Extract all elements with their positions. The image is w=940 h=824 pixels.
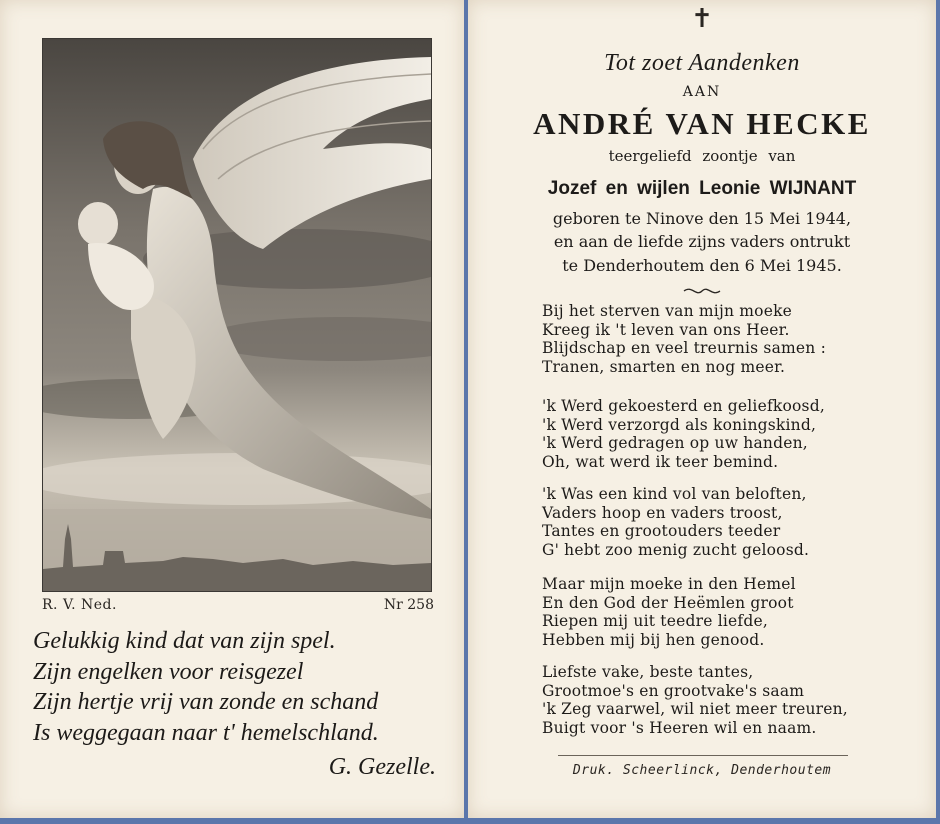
poem-line: Is weggegaan naar t' hemelschland. [33,719,379,746]
divider [558,755,848,756]
poem-line: Tranen, smarten en nog meer. [542,357,786,376]
poem-line: Liefste vake, beste tantes, [542,663,754,681]
poem-line: Riepen mij uit teedre liefde, [542,612,768,630]
dedication-word: AAN [682,84,722,100]
memorial-title: Tot zoet Aandenken [604,50,800,76]
poem-line: 'k Werd gekoesterd en geliefkoosd, [542,397,825,415]
right-card [468,0,936,818]
poem-line: Hebben mij bij hen genood. [542,630,765,649]
poem-line: 'k Werd gedragen op uw handen, [542,434,808,452]
card-number: Nr 258 [383,597,434,613]
angel-illustration [42,38,432,592]
poem-stanza [542,575,922,649]
poem-line: Grootmoe's en grootvake's saam [542,681,805,700]
poem-line: Gelukkig kind dat van zijn spel. [33,628,336,654]
poem-stanza [542,663,922,737]
poem-line: 'k Werd verzorgd als koningskind, [542,415,817,434]
poem-line: G' hebt zoo menig zucht geloosd. [542,540,810,559]
poem-line: Vaders hoop en vaders troost, [542,503,783,522]
left-card [0,0,464,818]
birth-line: geboren te Ninove den 15 Mei 1944, [552,209,852,228]
publisher-label: R. V. Ned. [42,597,117,613]
poem-stanza [542,397,922,471]
poem-stanza [542,302,922,376]
cross-icon: ✝ [691,4,713,34]
poem-line: Buigt voor 's Heeren wil en naam. [542,718,817,737]
poem-line: Oh, wat werd ik teer bemind. [542,452,779,471]
relation-text: teergeliefd zoontje van [608,147,796,165]
death-line: te Denderhoutem den 6 Mei 1945. [562,256,842,275]
poem-line: En den God der Heëmlen groot [542,593,794,612]
poem-line: Zijn hertje vrij van zonde en schand [33,689,379,715]
poem-line: Bij het sterven van mijn moeke [542,302,793,320]
parents-names: Jozef en wijlen Leonie WIJNANT [547,178,857,199]
poem-line: Blijdschap en veel treurnis samen : [542,339,827,357]
poet-signature: G. Gezelle. [328,754,436,780]
poem-line: Zijn engelken voor reisgezel [33,658,304,685]
gezelle-poem [33,626,443,748]
poem-line: 'k Was een kind vol van beloften, [542,485,807,503]
poem-line: 'k Zeg vaarwel, wil niet meer treuren, [542,700,848,718]
deceased-name: ANDRÉ VAN HECKE [533,106,871,141]
flourish-ornament [468,282,936,301]
love-line: en aan de liefde zijns vaders ontrukt [553,232,851,251]
printer-credit: Druk. Scheerlinck, Denderhoutem [572,763,832,778]
poem-stanza [542,485,922,559]
poem-line: Kreeg ik 't leven van ons Heer. [542,320,790,339]
poem-line: Maar mijn moeke in den Hemel [542,575,796,593]
angel-picture [43,39,431,591]
poem-line: Tantes en grootouders teeder [542,522,781,540]
